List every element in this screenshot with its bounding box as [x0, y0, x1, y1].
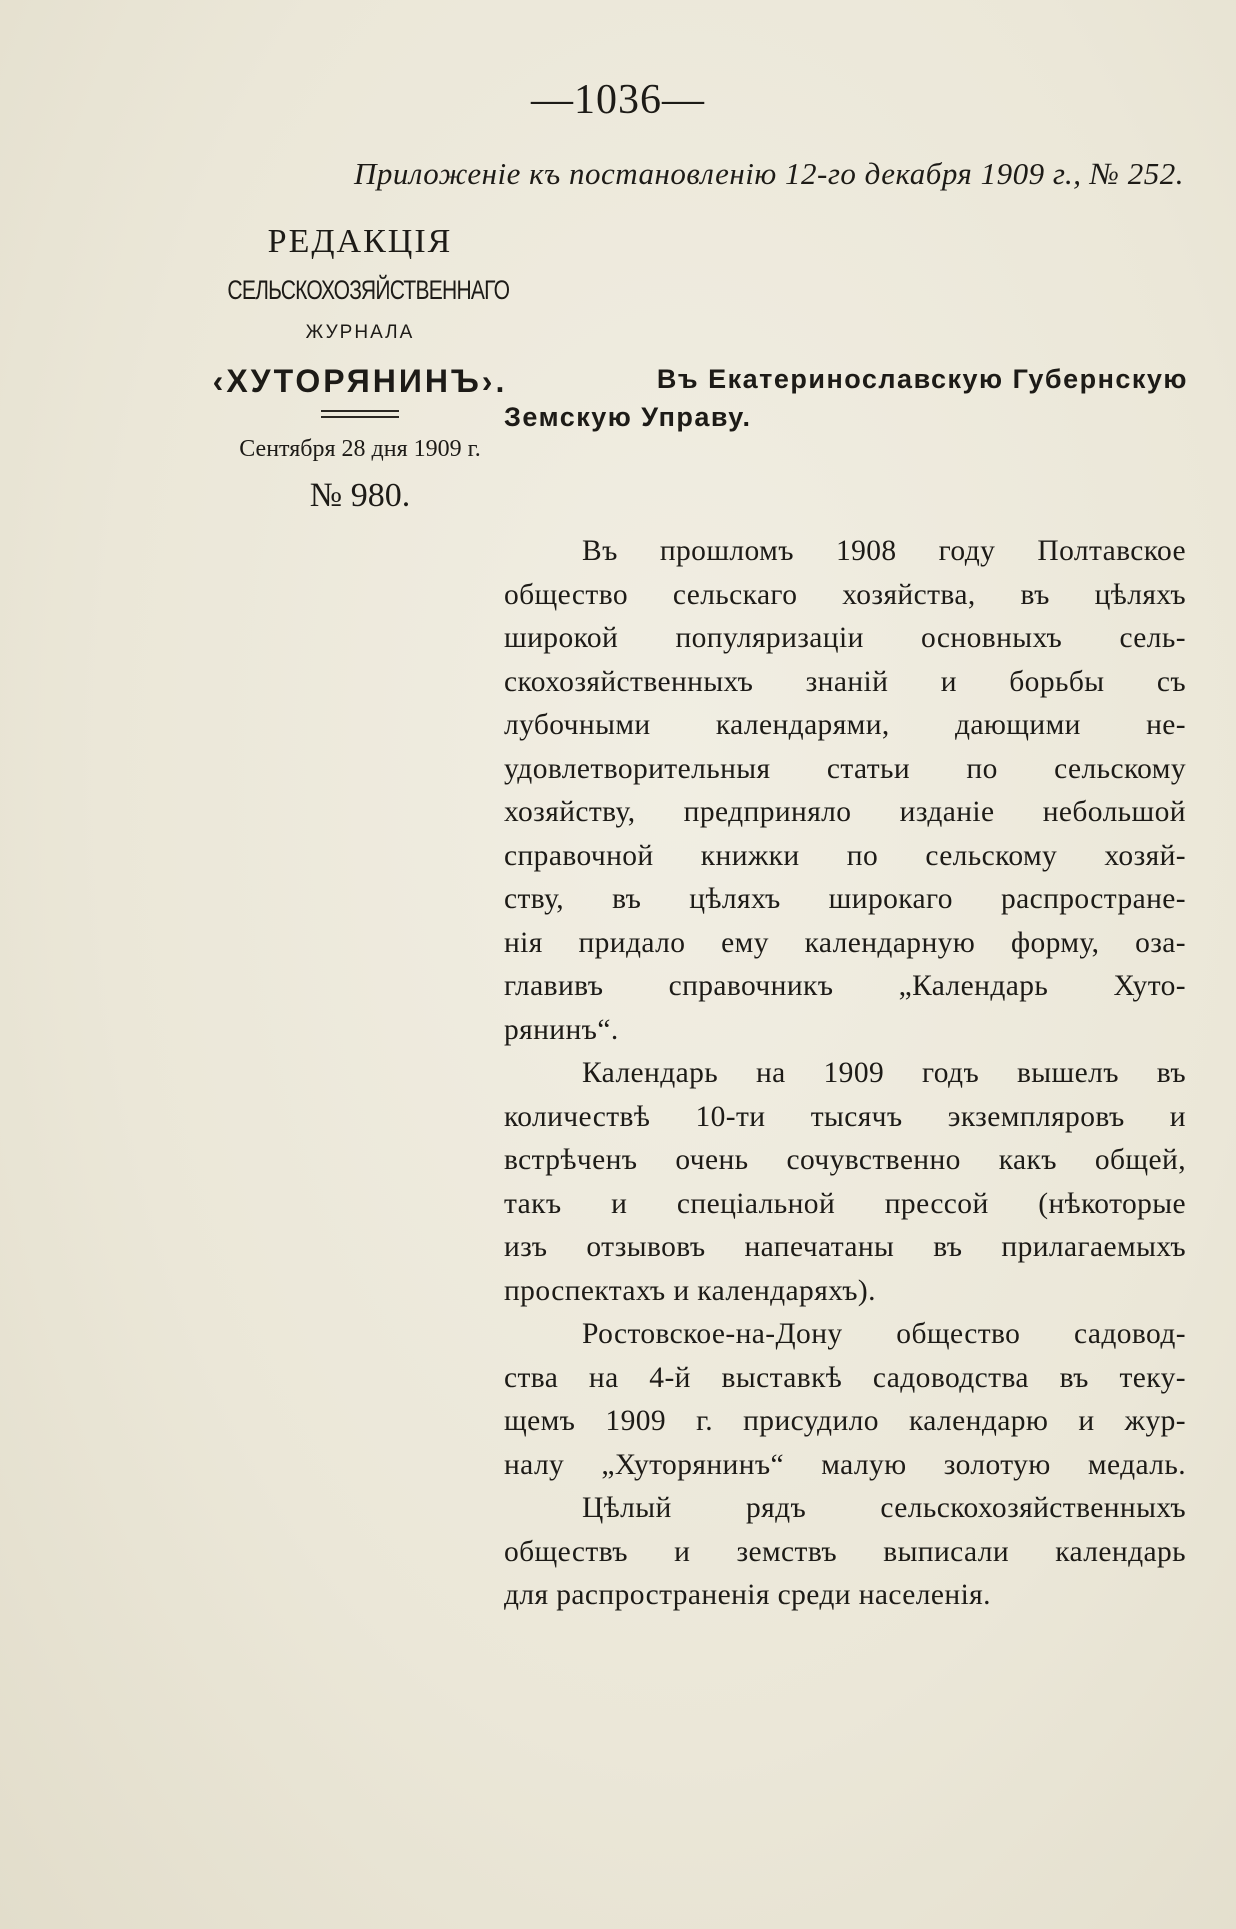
letterhead-agricultural: СЕЛЬСКОХОЗЯЙСТВЕННАГО: [227, 275, 510, 305]
letterhead-journal: ЖУРНАЛА: [305, 322, 415, 343]
text-line: лубочными календарями, дающими не-: [504, 709, 1186, 741]
paragraph-1: [504, 530, 1186, 1052]
text-line: щемъ 1909 г. присудило календарю и жур-: [504, 1405, 1186, 1437]
text-line: ства на 4-й выставкѣ садоводства въ теку-: [504, 1361, 1186, 1394]
text-line: справочной книжки по сельскому хозяй-: [504, 839, 1186, 872]
text-line: рянинъ“.: [504, 1013, 619, 1046]
text-line: Календарь на 1909 годъ вышелъ въ: [582, 1057, 1186, 1089]
text-line: Цѣлый рядъ сельскохозяйственныхъ: [582, 1492, 1186, 1524]
text-line: Въ прошломъ 1908 году Полтавское: [582, 535, 1186, 567]
letterhead-editorial-office: РЕДАКЦІЯ: [267, 223, 453, 260]
address-line-1: Въ Екатеринославскую Губернскую: [656, 364, 1188, 394]
text-line: нія придало ему календарную форму, оза-: [504, 926, 1186, 959]
text-line: для распространенія среди населенія.: [504, 1579, 991, 1611]
text-line: удовлетворительныя статьи по сельскому: [504, 752, 1186, 785]
letter-body: [504, 530, 1186, 1618]
text-line: хозяйству, предприняло изданіе небольшой: [504, 796, 1186, 828]
letter-date: Сентября 28 дня 1909 г.: [239, 436, 481, 462]
text-line: встрѣченъ очень сочувственно какъ общей,: [504, 1144, 1186, 1176]
text-line: главивъ справочникъ „Календарь Хуто-: [504, 970, 1186, 1002]
text-line: Ростовское-на-Дону общество садовод-: [582, 1318, 1186, 1350]
page-number: —1036—: [531, 77, 705, 123]
appendix-note: Приложеніе къ постановленію 12-го декабря 1909 г., № 252.: [353, 156, 1184, 191]
text-line: общество сельскаго хозяйства, въ цѣляхъ: [504, 578, 1186, 611]
text-line: такъ и спеціальной прессой (нѣкоторые: [504, 1187, 1186, 1220]
letterhead: [190, 220, 530, 518]
text-line: изъ отзывовъ напечатаны въ прилагаемыхъ: [504, 1231, 1186, 1263]
paragraph-3: [504, 1313, 1186, 1487]
text-line: обществъ и земствъ выписали календарь: [504, 1535, 1186, 1568]
text-line: скохозяйственныхъ знаній и борьбы съ: [504, 665, 1186, 698]
letter-number: № 980.: [309, 477, 411, 514]
paragraph-2: [504, 1052, 1186, 1313]
address-line-2: Земскую Управу.: [504, 402, 752, 432]
text-line: налу „Хуторянинъ“ малую золотую медаль.: [504, 1448, 1186, 1481]
letterhead-double-rule: [321, 410, 399, 418]
text-line: количествѣ 10-ти тысячъ экземпляровъ и: [504, 1100, 1186, 1133]
text-line: широкой популяризаціи основныхъ сель-: [504, 622, 1186, 654]
letterhead-journal-title: ‹ХУТОРЯНИНЪ›.: [212, 363, 508, 399]
text-line: проспектахъ и календаряхъ).: [504, 1274, 876, 1307]
paragraph-4: [504, 1487, 1186, 1618]
recipient-address: [504, 360, 1188, 436]
text-line: ству, въ цѣляхъ широкаго распростране-: [504, 883, 1186, 915]
